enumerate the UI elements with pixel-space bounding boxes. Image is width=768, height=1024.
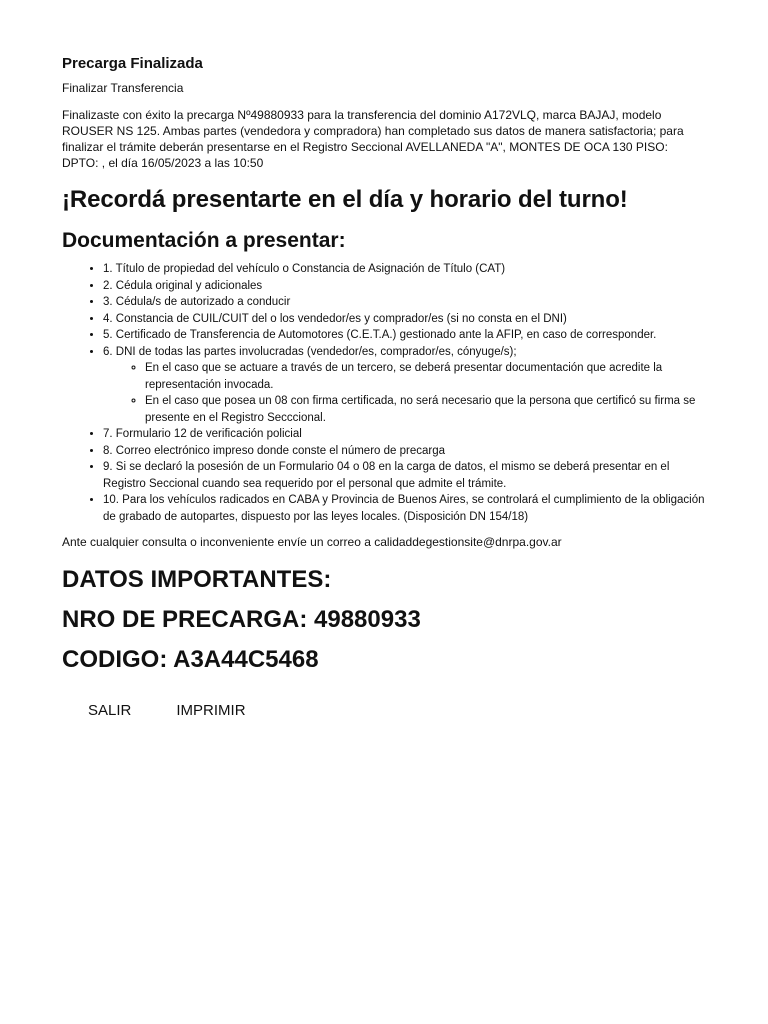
documentation-item: • 4. Constancia de CUIL/CUIT del o los vendedor/es y comprador/es (si no consta en el DNI) bbox=[103, 311, 706, 328]
important-data-heading: DATOS IMPORTANTES: bbox=[62, 566, 332, 593]
documentation-list bbox=[62, 261, 706, 525]
action-buttons bbox=[62, 698, 706, 723]
documentation-item: • 2. Cédula original y adicionales bbox=[103, 278, 706, 295]
documentation-item: • 5. Certificado de Transferencia de Automotores (C.E.T.A.) gestionado ante la AFIP, en caso de corresponder. bbox=[103, 327, 706, 344]
verification-code: CODIGO: A3A44C5468 bbox=[62, 646, 319, 673]
documentation-sublist bbox=[103, 360, 706, 426]
documentation-subitem: ◦ En el caso que se actuare a través de un tercero, se deberá presentar documentación que acredite la representación invocada. bbox=[145, 360, 706, 393]
documentation-item: • 1. Título de propiedad del vehículo o Constancia de Asignación de Título (CAT) bbox=[103, 261, 706, 278]
page-title: Precarga Finalizada bbox=[62, 55, 203, 72]
documentation-item-text: 6. DNI de todas las partes involucradas (vendedor/es, comprador/es, cónyuge/s); bbox=[103, 345, 517, 358]
documentation-item bbox=[103, 344, 706, 427]
documentation-heading: Documentación a presentar: bbox=[62, 229, 346, 252]
documentation-item: • 8. Correo electrónico impreso donde conste el número de precarga bbox=[103, 443, 706, 460]
exit-button[interactable]: SALIR bbox=[88, 698, 131, 723]
documentation-item: • 3. Cédula/s de autorizado a conducir bbox=[103, 294, 706, 311]
documentation-item: • 10. Para los vehículos radicados en CABA y Provincia de Buenos Aires, se controlará el cumplimiento de la obligación de grabado de autopartes, dispuesto por las leyes locales. (Disposición DN 154/18) bbox=[103, 492, 706, 525]
print-button[interactable]: IMPRIMIR bbox=[176, 698, 245, 723]
documentation-item: • 7. Formulario 12 de verificación policial bbox=[103, 426, 706, 443]
contact-info: Ante cualquier consulta o inconveniente envíe un correo a calidaddegestionsite@dnrpa.gov.ar bbox=[62, 535, 562, 549]
precarga-number: NRO DE PRECARGA: 49880933 bbox=[62, 606, 421, 633]
documentation-item: • 9. Si se declaró la posesión de un Formulario 04 o 08 en la carga de datos, el mismo se deberá presentar en el Registro Seccional cuando sea requerido por el personal que admite el trámite. bbox=[103, 459, 706, 492]
confirmation-message: Finalizaste con éxito la precarga Nº49880933 para la transferencia del dominio A172VLQ, marca BAJAJ, modelo ROUSER NS 125. Ambas partes (vendedora y compradora) han completado sus datos de manera satisfactoria; para finalizar el trámite deberán presentarse en el Registro Seccional AVELLANEDA "A", MONTES DE OCA 130 PISO: DPTO: , el día 16/05/2023 a las 10:50 bbox=[62, 108, 684, 170]
documentation-subitem: ◦ En el caso que posea un 08 con firma certificada, no será necesario que la persona que certificó su firma se presente en el Registro Secccional. bbox=[145, 393, 706, 426]
page-subtitle: Finalizar Transferencia bbox=[62, 81, 184, 95]
appointment-reminder: ¡Recordá presentarte en el día y horario del turno! bbox=[62, 186, 628, 213]
